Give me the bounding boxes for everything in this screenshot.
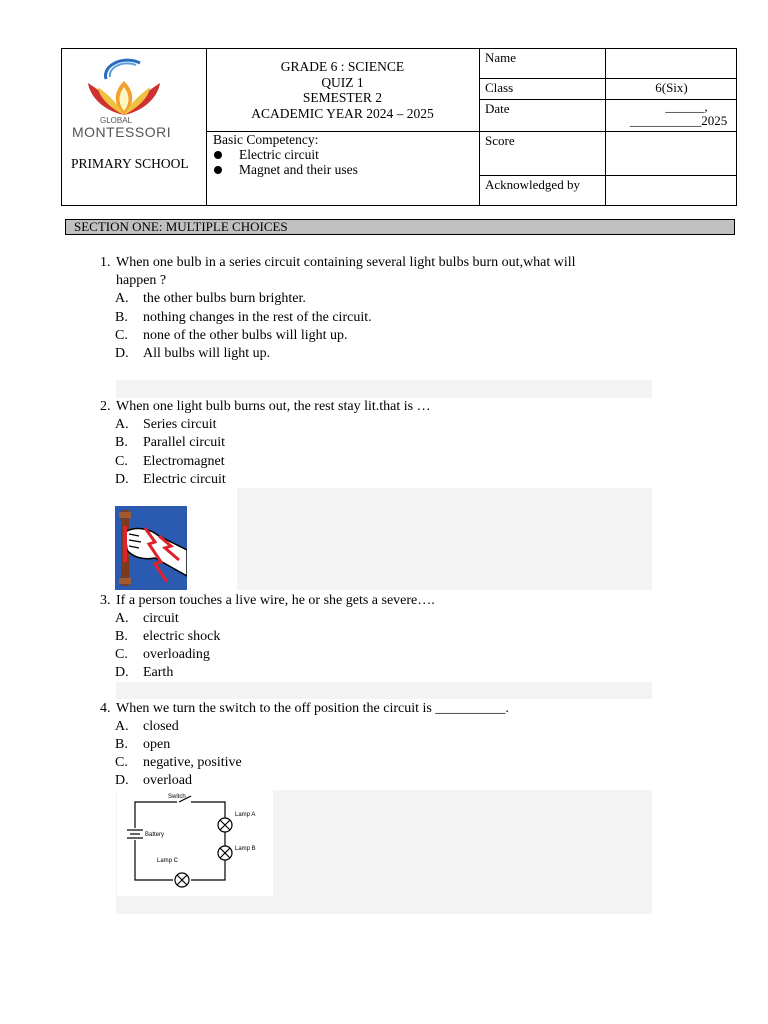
question-number: 1.: [100, 255, 111, 270]
option-4c[interactable]: [115, 755, 242, 771]
question-number: 4.: [100, 701, 111, 716]
date-line-2: ___________2025: [629, 113, 728, 128]
competency-title: Basic Competency:: [213, 132, 319, 147]
question-2: [100, 399, 431, 415]
school-logo-icon: [84, 55, 164, 121]
option-3d[interactable]: [115, 665, 173, 681]
name-field[interactable]: [607, 49, 736, 78]
logo-brand-text: MONTESSORI: [72, 124, 172, 140]
logo-cell: [62, 49, 207, 205]
option-4d[interactable]: [115, 773, 192, 789]
answer-area[interactable]: [237, 488, 652, 590]
class-value: 6(Six): [655, 80, 688, 95]
option-text: nothing changes in the rest of the circuit.: [143, 310, 372, 325]
option-letter: C.: [115, 755, 128, 770]
option-text: none of the other bulbs will light up.: [143, 328, 348, 343]
option-letter: A.: [115, 719, 129, 734]
option-text: All bulbs will light up.: [143, 346, 271, 361]
option-text: the other bulbs burn brighter.: [143, 291, 306, 306]
switch-label: Switch: [168, 794, 186, 800]
logo-small-text: GLOBAL: [100, 116, 133, 125]
option-3a[interactable]: [115, 611, 179, 627]
info-label-class: Class: [479, 79, 606, 99]
question-number: 3.: [100, 593, 111, 608]
option-4b[interactable]: [115, 737, 170, 753]
option-3b[interactable]: [115, 629, 220, 645]
lamp-b-icon: [218, 846, 232, 860]
option-1b[interactable]: [115, 310, 372, 326]
option-letter: B.: [115, 435, 128, 450]
school-name: PRIMARY SCHOOL: [71, 156, 189, 171]
answer-area[interactable]: [116, 380, 652, 398]
question-number: 2.: [100, 399, 111, 414]
question-1-continued: happen ?: [116, 273, 167, 288]
title-line-subject: GRADE 6 : SCIENCE: [280, 59, 405, 74]
lamp-c-icon: [175, 873, 189, 887]
option-text: overloading: [143, 647, 210, 662]
lamp-b-label: Lamp B: [235, 846, 256, 852]
option-letter: C.: [115, 454, 128, 469]
option-1a[interactable]: [115, 291, 306, 307]
option-2c[interactable]: [115, 454, 225, 470]
info-row-score: [479, 132, 736, 176]
competency-item: [214, 147, 479, 162]
option-text: open: [143, 737, 171, 752]
option-text: negative, positive: [143, 755, 242, 770]
option-2b[interactable]: [115, 435, 225, 451]
option-letter: A.: [115, 291, 129, 306]
question-text: When we turn the switch to the off position the circuit is __________.: [116, 701, 509, 716]
option-letter: A.: [115, 417, 129, 432]
option-text: closed: [143, 719, 179, 734]
question-text: When one light bulb burns out, the rest stay lit.that is …: [116, 399, 431, 414]
option-text: Electromagnet: [143, 454, 225, 469]
option-letter: B.: [115, 310, 128, 325]
option-2d[interactable]: [115, 472, 226, 488]
option-letter: D.: [115, 665, 129, 680]
section-heading: SECTION ONE: MULTIPLE CHOICES: [65, 219, 735, 235]
electric-shock-icon: [115, 506, 187, 590]
question-text: When one bulb in a series circuit containing several light bulbs burn out,what will: [116, 255, 576, 270]
option-text: overload: [143, 773, 192, 788]
option-text: electric shock: [143, 629, 221, 644]
option-letter: D.: [115, 773, 129, 788]
info-row-class: [479, 79, 736, 100]
question-text: If a person touches a live wire, he or she gets a severe….: [116, 593, 435, 608]
option-3c[interactable]: [115, 647, 210, 663]
title-line-academic-year: ACADEMIC YEAR 2024 – 2025: [251, 105, 434, 121]
title-line-quiz: QUIZ 1: [321, 74, 364, 90]
quiz-title-cell: [206, 49, 480, 132]
option-1c[interactable]: [115, 328, 348, 344]
lamp-a-label: Lamp A: [235, 812, 256, 818]
student-info-table: [479, 49, 736, 205]
option-text: Series circuit: [143, 417, 217, 432]
option-text: Earth: [143, 665, 174, 680]
option-2a[interactable]: [115, 417, 216, 433]
option-letter: D.: [115, 346, 129, 361]
title-line-semester: SEMESTER 2: [302, 90, 383, 105]
info-label-acknowledged: Acknowledged by: [479, 176, 606, 205]
option-letter: C.: [115, 647, 128, 662]
acknowledged-field[interactable]: [607, 176, 736, 205]
question-3: [100, 593, 435, 609]
info-label-date: Date: [479, 100, 606, 131]
circuit-diagram: [117, 790, 273, 896]
competency-item-text: Electric circuit: [239, 147, 319, 162]
competency-item-text: Magnet and their uses: [239, 162, 358, 177]
competency-item: [214, 162, 479, 177]
lamp-c-label: Lamp C: [157, 858, 179, 864]
info-label-name: Name: [479, 49, 606, 78]
lamp-a-icon: [218, 818, 232, 832]
info-label-score: Score: [479, 132, 606, 175]
date-line-1: ______,: [665, 99, 708, 114]
option-letter: C.: [115, 328, 128, 343]
option-text: circuit: [143, 611, 179, 626]
competency-cell: [206, 131, 480, 205]
question-4: [100, 701, 509, 717]
info-row-date: [479, 100, 736, 132]
option-letter: B.: [115, 629, 128, 644]
info-row-name: [479, 49, 736, 79]
option-letter: A.: [115, 611, 129, 626]
option-text: Electric circuit: [143, 472, 226, 487]
option-letter: B.: [115, 737, 128, 752]
date-field[interactable]: [607, 100, 736, 131]
option-text: Parallel circuit: [143, 435, 226, 450]
battery-label: Battery: [145, 832, 165, 838]
question-1: [100, 255, 576, 271]
answer-area[interactable]: [116, 682, 652, 699]
option-letter: D.: [115, 472, 129, 487]
score-field[interactable]: [607, 132, 736, 175]
option-1d[interactable]: [115, 346, 270, 362]
bullet-icon: [214, 151, 222, 159]
quiz-header-table: [61, 48, 737, 206]
info-row-acknowledged: [479, 176, 736, 205]
option-4a[interactable]: [115, 719, 179, 735]
bullet-icon: [214, 166, 222, 174]
